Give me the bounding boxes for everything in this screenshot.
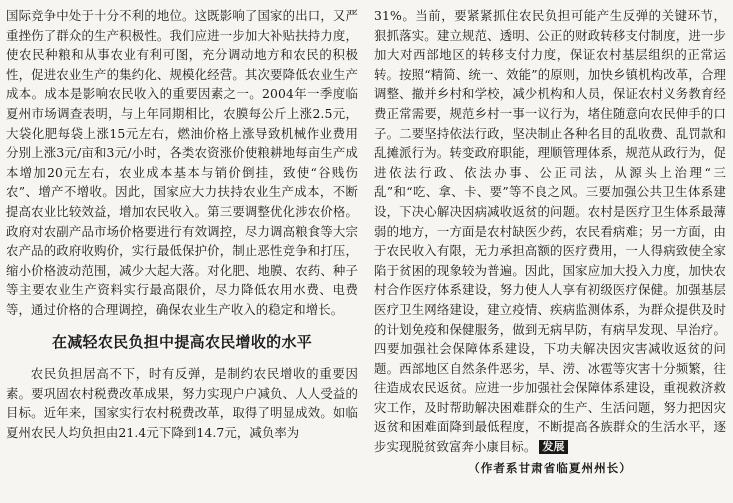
section-heading: 在减轻农民负担中提高农民增收的水平 [51,332,313,351]
end-mark-badge: 发展 [539,440,567,454]
left-column [6,6,358,442]
right-column [374,6,726,478]
author-note: （作者系甘肃省临夏州州长） [468,460,632,475]
body-paragraph: 国际竞争中处于十分不利的地位。这既影响了国家的出口，又严重挫伤了群众的生产积极性。我们应进一步加大补贴扶持力度，使农民种粮和从事农业有利可图，充分调动地方和农民的积极性，促进农业生产的集约化、规模化经营。其次要降低农业生产成本。成本是影响农民收入的重要因素之一。2004年一季度临夏州市场调查表明，与上年同期相比，农膜每公斤上涨2.5元，大袋化肥每袋上涨15元左右，燃油价格上涨导致机械作业费用分别上涨3元/亩和3元/小时，各类农资涨价使粮耕地每亩生产成本增加20元左右，农业成本基本与销价倒挂，致使“谷贱伤农”、增产不增收。因此，国家应大力扶持农业生产成本，不断提高农业比较效益，增加农民收入。第三要调整优化涉农价格。政府对农副产品市场价格要进行有效调控，尽力调高粮食等大宗农产品的政府收购价，实行最低保护价，制止恶性竞争和打压，缩小价格波动范围，减少大起大落。对化肥、地膜、农药、种子等主要农业生产资料实行最高限价，尽力降低农用水费、电费等，通过价格的合理调控，确保农业生产收入的稳定和增长。 [6,8,358,317]
body-paragraph [374,6,726,457]
body-text: 31%。当前，要紧紧抓住农民负担可能产生反弹的关键环节，狠抓落实。建立规范、透明、公正的财政转移支付制度，进一步加大对西部地区的转移支付力度，保证农村基层组织的正常运转。按照“精简、统一、效能”的原则，加快乡镇机构改革，合理调整、撤并乡村和学校，减少机构和人员，保证农村义务教育经费正常需要，规范乡村一事一议行为，堵住随意向农民伸手的口子。二要坚持依法行政，坚决制止各种名目的乱收费、乱罚款和乱摊派行为。转变政府职能，理顺管理体系，规范从政行为，促进依法行政、依法办事、公正司法，从源头上治理“三乱”和“吃、拿、卡、要”等不良之风。三要加强公共卫生体系建设，下决心解决因病减收返贫的问题。农村是医疗卫生体系最薄弱的地方，一方面是农村缺医少药，农民看病难；另一方面，由于农民收入有限，无力承担高额的医疗费用，一人得病致使全家陷于贫困的现象较为普遍。因此，国家应加大投入力度，加快农村合作医疗体系建设，努力使人人享有初级医疗保健。加强基层医疗卫生网络建设，建立疫情、疾病监测体系，为群众提供及时的计划免疫和保健服务，做到无病早防，有病早发现、早治疗。四要加强社会保障体系建设，下功夫解决因灾害减收返贫的问题。西部地区自然条件恶劣，旱、涝、冰雹等灾害十分频繁，往往造成农民返贫。应进一步加强社会保障体系建设，重视救济救灾工作，及时帮助解决困难群众的生产、生活问题，努力把因灾返贫和困难面降到最低程度，不断提高各族群众的生活水平，逐步实现脱贫致富奔小康目标。 [374,8,726,455]
body-paragraph: 农民负担居高不下，时有反弹，是制约农民增收的重要因素。要巩固农村税费改革成果，努力实现户户减负、人人受益的目标。近年来，国家实行农村税费改革，取得了明显成效。如临夏州农民人均负担由21.4元下降到14.7元，减负率为 [6,366,358,440]
